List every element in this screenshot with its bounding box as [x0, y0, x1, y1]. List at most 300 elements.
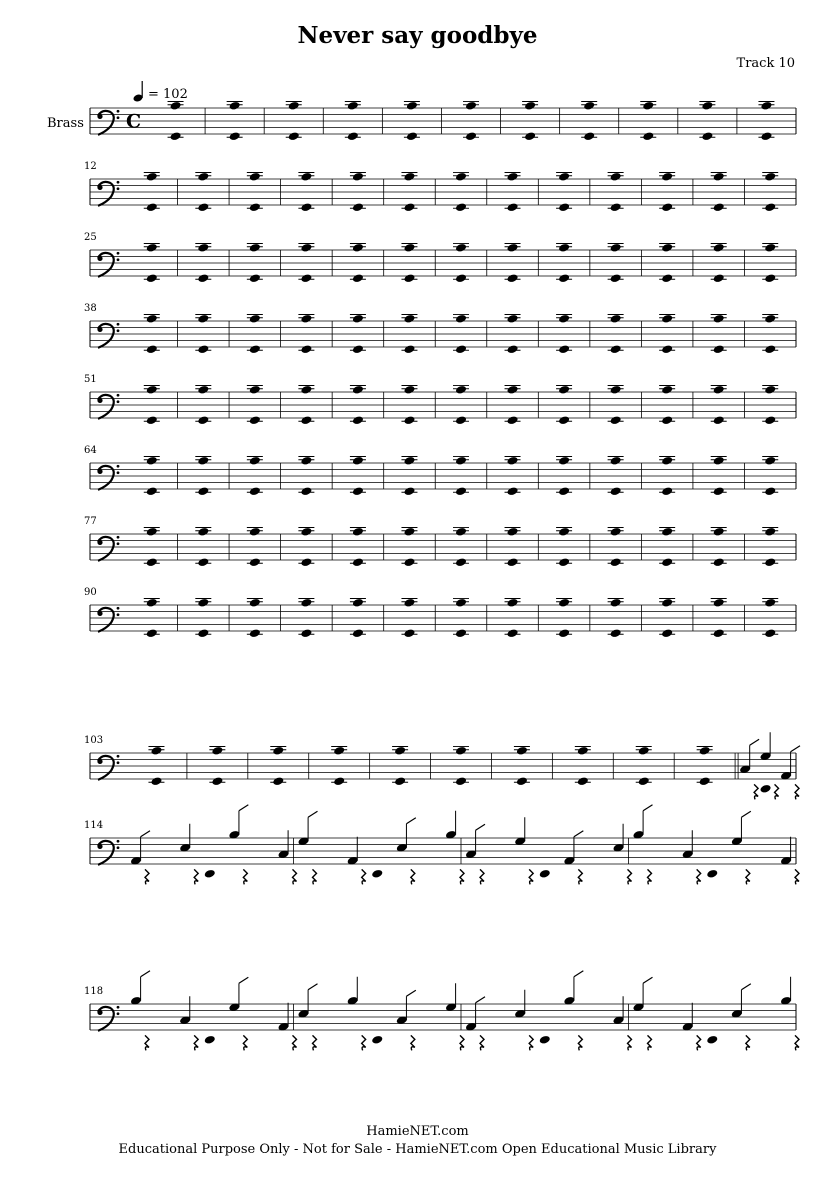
note-head — [300, 456, 312, 466]
note-head — [249, 202, 261, 212]
note-flag — [476, 997, 485, 1003]
note-head — [333, 776, 345, 786]
bass-clef-dot — [117, 329, 120, 332]
measure-number: 118 — [84, 986, 104, 997]
note-head — [506, 243, 518, 253]
note-head — [506, 486, 518, 496]
note-head — [760, 131, 772, 141]
note-head — [558, 202, 570, 212]
time-signature: C — [126, 110, 142, 133]
note-head — [300, 243, 312, 253]
note-head — [347, 131, 359, 141]
bass-clef-dot — [117, 755, 120, 758]
note-head — [300, 172, 312, 182]
note-head — [249, 628, 261, 638]
note-head — [558, 628, 570, 638]
note-head — [272, 746, 284, 756]
note-flag — [239, 805, 248, 811]
bass-clef-dot — [117, 323, 120, 326]
note-head — [713, 344, 725, 354]
note-head — [249, 415, 261, 425]
note-head — [403, 243, 415, 253]
note-head — [558, 273, 570, 283]
note-head — [300, 385, 312, 395]
measure-number: 114 — [84, 820, 104, 831]
note-head — [249, 456, 261, 466]
note-flag — [643, 805, 652, 811]
quarter-rest-icon — [754, 784, 758, 799]
note-head — [638, 776, 650, 786]
note-head — [455, 385, 467, 395]
note-head — [506, 202, 518, 212]
measure-number: 38 — [84, 303, 97, 314]
quarter-rest-icon — [578, 1035, 582, 1050]
note-head — [146, 243, 158, 253]
note-head — [764, 202, 776, 212]
note-head — [197, 557, 209, 567]
quarter-rest-icon — [480, 869, 484, 884]
note-head — [197, 415, 209, 425]
note-head — [403, 314, 415, 324]
note-head — [577, 746, 589, 756]
note-head — [333, 746, 345, 756]
note-head — [352, 202, 364, 212]
note-head — [610, 598, 622, 608]
note-head — [583, 101, 595, 111]
note-head — [371, 1035, 383, 1045]
note-head — [146, 486, 158, 496]
note-head — [197, 486, 209, 496]
note-head — [701, 101, 713, 111]
note-head — [197, 314, 209, 324]
note-head — [249, 314, 261, 324]
quarter-rest-icon — [243, 869, 247, 884]
note-head — [764, 385, 776, 395]
note-head — [197, 385, 209, 395]
note-head — [300, 598, 312, 608]
staff-system — [84, 732, 800, 799]
note-head — [759, 784, 771, 794]
note-head — [288, 131, 300, 141]
note-head — [764, 456, 776, 466]
note-flag — [574, 831, 583, 837]
bass-clef-dot — [117, 846, 120, 849]
note-head — [455, 344, 467, 354]
note-flag — [574, 971, 583, 977]
note-head — [146, 456, 158, 466]
note-head — [197, 344, 209, 354]
note-head — [455, 557, 467, 567]
note-head — [506, 557, 518, 567]
staff-system — [84, 971, 799, 1051]
note-head — [506, 385, 518, 395]
footer-notice: Educational Purpose Only - Not for Sale - HamieNET.com Open Educational Music Library — [118, 1142, 717, 1157]
note-head — [661, 527, 673, 537]
note-head — [403, 273, 415, 283]
note-head — [146, 344, 158, 354]
note-head — [713, 385, 725, 395]
note-head — [403, 385, 415, 395]
note-head — [455, 628, 467, 638]
note-head — [455, 746, 467, 756]
note-head — [347, 101, 359, 111]
footer-site: HamieNET.com — [366, 1124, 469, 1139]
quarter-rest-icon — [648, 1035, 652, 1050]
note-head — [300, 557, 312, 567]
note-head — [558, 385, 570, 395]
note-head — [577, 776, 589, 786]
score-title: Never say goodbye — [297, 22, 538, 49]
note-head — [300, 202, 312, 212]
bass-clef-dot — [117, 542, 120, 545]
note-head — [455, 527, 467, 537]
note-head — [558, 456, 570, 466]
bass-clef-dot — [117, 536, 120, 539]
quarter-rest-icon — [746, 869, 750, 884]
note-head — [713, 628, 725, 638]
staff-system — [84, 587, 796, 638]
tempo-bpm: = 102 — [148, 87, 188, 102]
bass-clef-icon — [97, 759, 102, 764]
staff-system — [84, 374, 796, 425]
bass-clef-icon — [97, 611, 102, 616]
note-head — [558, 314, 570, 324]
note-head — [610, 557, 622, 567]
note-head — [249, 243, 261, 253]
note-head — [146, 527, 158, 537]
note-head — [455, 598, 467, 608]
quarter-rest-icon — [697, 1035, 701, 1050]
note-head — [403, 202, 415, 212]
note-head — [506, 172, 518, 182]
note-head — [610, 344, 622, 354]
measure-number: 103 — [84, 735, 104, 746]
note-head — [146, 385, 158, 395]
bass-clef-dot — [117, 116, 120, 119]
note-head — [764, 598, 776, 608]
note-head — [455, 273, 467, 283]
note-head — [506, 415, 518, 425]
bass-clef-dot — [117, 471, 120, 474]
note-head — [455, 415, 467, 425]
page-footer — [0, 1123, 835, 1159]
note-head — [352, 344, 364, 354]
measure-number: 51 — [84, 374, 97, 385]
note-head — [610, 243, 622, 253]
note-head — [352, 486, 364, 496]
measure-number: 90 — [84, 587, 97, 598]
note-head — [211, 776, 223, 786]
note-head — [197, 598, 209, 608]
note-head — [506, 456, 518, 466]
bass-clef-dot — [117, 465, 120, 468]
bass-clef-dot — [117, 1006, 120, 1009]
note-head — [204, 869, 216, 879]
note-head — [661, 628, 673, 638]
note-head — [699, 776, 711, 786]
note-flag — [239, 977, 248, 983]
note-head — [524, 131, 536, 141]
bass-clef-dot — [117, 613, 120, 616]
note-head — [610, 202, 622, 212]
note-head — [169, 131, 181, 141]
note-head — [764, 314, 776, 324]
note-head — [583, 131, 595, 141]
note-head — [197, 628, 209, 638]
note-head — [394, 746, 406, 756]
note-head — [701, 131, 713, 141]
note-head — [352, 598, 364, 608]
bass-clef-dot — [117, 187, 120, 190]
bass-clef-dot — [117, 400, 120, 403]
note-head — [760, 101, 772, 111]
note-head — [249, 527, 261, 537]
note-head — [713, 486, 725, 496]
note-head — [506, 273, 518, 283]
bass-clef-icon — [97, 327, 102, 332]
note-head — [403, 456, 415, 466]
note-head — [713, 527, 725, 537]
note-head — [403, 628, 415, 638]
note-head — [539, 869, 551, 879]
note-head — [610, 273, 622, 283]
measure-number: 77 — [84, 516, 97, 527]
note-head — [403, 527, 415, 537]
note-head — [352, 456, 364, 466]
note-head — [197, 172, 209, 182]
quarter-rest-icon — [293, 1035, 297, 1050]
note-flag — [791, 746, 800, 752]
bass-clef-dot — [117, 394, 120, 397]
measure-number: 25 — [84, 232, 97, 243]
bass-clef-icon — [97, 844, 102, 849]
note-flag — [476, 824, 485, 830]
note-head — [661, 557, 673, 567]
note-flag — [141, 971, 150, 977]
note-head — [764, 172, 776, 182]
note-head — [661, 202, 673, 212]
note-head — [146, 598, 158, 608]
note-head — [300, 628, 312, 638]
note-head — [713, 415, 725, 425]
note-head — [661, 344, 673, 354]
note-head — [642, 101, 654, 111]
note-head — [249, 598, 261, 608]
note-flag — [308, 984, 317, 990]
note-head — [610, 415, 622, 425]
note-head — [713, 456, 725, 466]
note-head — [403, 172, 415, 182]
bass-clef-icon — [97, 185, 102, 190]
note-head — [506, 314, 518, 324]
quarter-rest-icon — [460, 869, 464, 884]
note-head — [249, 486, 261, 496]
note-head — [352, 557, 364, 567]
note-head — [610, 456, 622, 466]
note-head — [352, 628, 364, 638]
note-head — [371, 869, 383, 879]
quarter-rest-icon — [362, 1035, 366, 1050]
note-head — [506, 344, 518, 354]
quarter-rest-icon — [529, 869, 533, 884]
note-head — [661, 273, 673, 283]
note-head — [150, 776, 162, 786]
note-head — [524, 101, 536, 111]
note-head — [229, 131, 241, 141]
note-head — [610, 628, 622, 638]
note-head — [610, 314, 622, 324]
note-head — [146, 314, 158, 324]
quarter-rest-icon — [775, 784, 779, 799]
note-head — [146, 172, 158, 182]
note-head — [197, 527, 209, 537]
note-flag — [741, 811, 750, 817]
note-head — [558, 415, 570, 425]
note-head — [146, 202, 158, 212]
quarter-rest-icon — [313, 869, 317, 884]
quarter-rest-icon — [145, 1035, 149, 1050]
note-head — [764, 344, 776, 354]
note-head — [638, 746, 650, 756]
note-head — [558, 557, 570, 567]
note-head — [352, 527, 364, 537]
bass-clef-icon — [97, 1010, 102, 1015]
note-flag — [741, 984, 750, 990]
bass-clef-icon — [97, 256, 102, 261]
note-head — [403, 598, 415, 608]
note-head — [610, 172, 622, 182]
note-head — [229, 101, 241, 111]
note-head — [661, 456, 673, 466]
note-head — [516, 776, 528, 786]
note-head — [272, 776, 284, 786]
note-head — [352, 172, 364, 182]
note-head — [249, 557, 261, 567]
note-head — [610, 527, 622, 537]
note-head — [764, 527, 776, 537]
note-head — [197, 202, 209, 212]
bass-clef-dot — [117, 258, 120, 261]
note-head — [300, 273, 312, 283]
note-head — [506, 628, 518, 638]
note-head — [249, 344, 261, 354]
note-head — [506, 527, 518, 537]
note-head — [352, 314, 364, 324]
quarter-rest-icon — [795, 784, 799, 799]
note-head — [713, 314, 725, 324]
quarter-rest-icon — [480, 1035, 484, 1050]
note-head — [455, 314, 467, 324]
note-head — [465, 101, 477, 111]
instrument-name: Brass — [47, 116, 84, 131]
staff-system — [84, 445, 796, 496]
note-head — [403, 344, 415, 354]
note-head — [204, 1035, 216, 1045]
note-head — [516, 746, 528, 756]
quarter-rest-icon — [411, 869, 415, 884]
note-head — [455, 202, 467, 212]
note-head — [661, 415, 673, 425]
quarter-rest-icon — [460, 1035, 464, 1050]
note-head — [455, 776, 467, 786]
note-head — [394, 776, 406, 786]
bass-clef-dot — [117, 840, 120, 843]
staff-system — [84, 232, 796, 283]
note-head — [300, 486, 312, 496]
quarter-rest-icon — [628, 1035, 632, 1050]
note-head — [558, 344, 570, 354]
note-head — [455, 243, 467, 253]
note-head — [558, 598, 570, 608]
note-head — [288, 101, 300, 111]
note-head — [661, 385, 673, 395]
note-head — [352, 385, 364, 395]
note-head — [764, 486, 776, 496]
quarter-rest-icon — [313, 1035, 317, 1050]
bass-clef-dot — [117, 252, 120, 255]
quarter-rest-icon — [293, 869, 297, 884]
note-head — [300, 527, 312, 537]
quarter-rest-icon — [795, 1035, 799, 1050]
bass-clef-icon — [97, 114, 102, 119]
note-head — [197, 273, 209, 283]
note-head — [558, 527, 570, 537]
note-head — [249, 385, 261, 395]
quarter-rest-icon — [243, 1035, 247, 1050]
note-head — [146, 415, 158, 425]
bass-clef-dot — [117, 181, 120, 184]
quarter-rest-icon — [648, 869, 652, 884]
bass-clef-dot — [117, 110, 120, 113]
note-head — [558, 172, 570, 182]
note-flag — [750, 739, 759, 745]
note-head — [197, 243, 209, 253]
quarter-rest-icon — [529, 1035, 533, 1050]
note-head — [713, 243, 725, 253]
measure-number: 64 — [84, 445, 97, 456]
note-head — [764, 557, 776, 567]
staff-system — [84, 161, 796, 212]
note-head — [169, 101, 181, 111]
note-head — [706, 869, 718, 879]
quarter-rest-icon — [697, 869, 701, 884]
quarter-rest-icon — [628, 869, 632, 884]
bass-clef-icon — [97, 469, 102, 474]
note-head — [406, 131, 418, 141]
staff-system — [84, 303, 796, 354]
note-head — [506, 598, 518, 608]
note-head — [455, 456, 467, 466]
note-head — [465, 131, 477, 141]
note-head — [146, 628, 158, 638]
bass-clef-dot — [117, 1012, 120, 1015]
note-flag — [308, 811, 317, 817]
note-head — [558, 486, 570, 496]
note-flag — [406, 990, 415, 996]
note-head — [403, 486, 415, 496]
note-head — [661, 598, 673, 608]
note-head — [197, 456, 209, 466]
quarter-rest-icon — [746, 1035, 750, 1050]
staff-system — [84, 516, 796, 567]
note-head — [403, 557, 415, 567]
note-head — [661, 314, 673, 324]
quarter-rest-icon — [411, 1035, 415, 1050]
note-head — [146, 273, 158, 283]
quarter-rest-icon — [194, 1035, 198, 1050]
track-label: Track 10 — [736, 56, 795, 71]
note-flag — [141, 831, 150, 837]
